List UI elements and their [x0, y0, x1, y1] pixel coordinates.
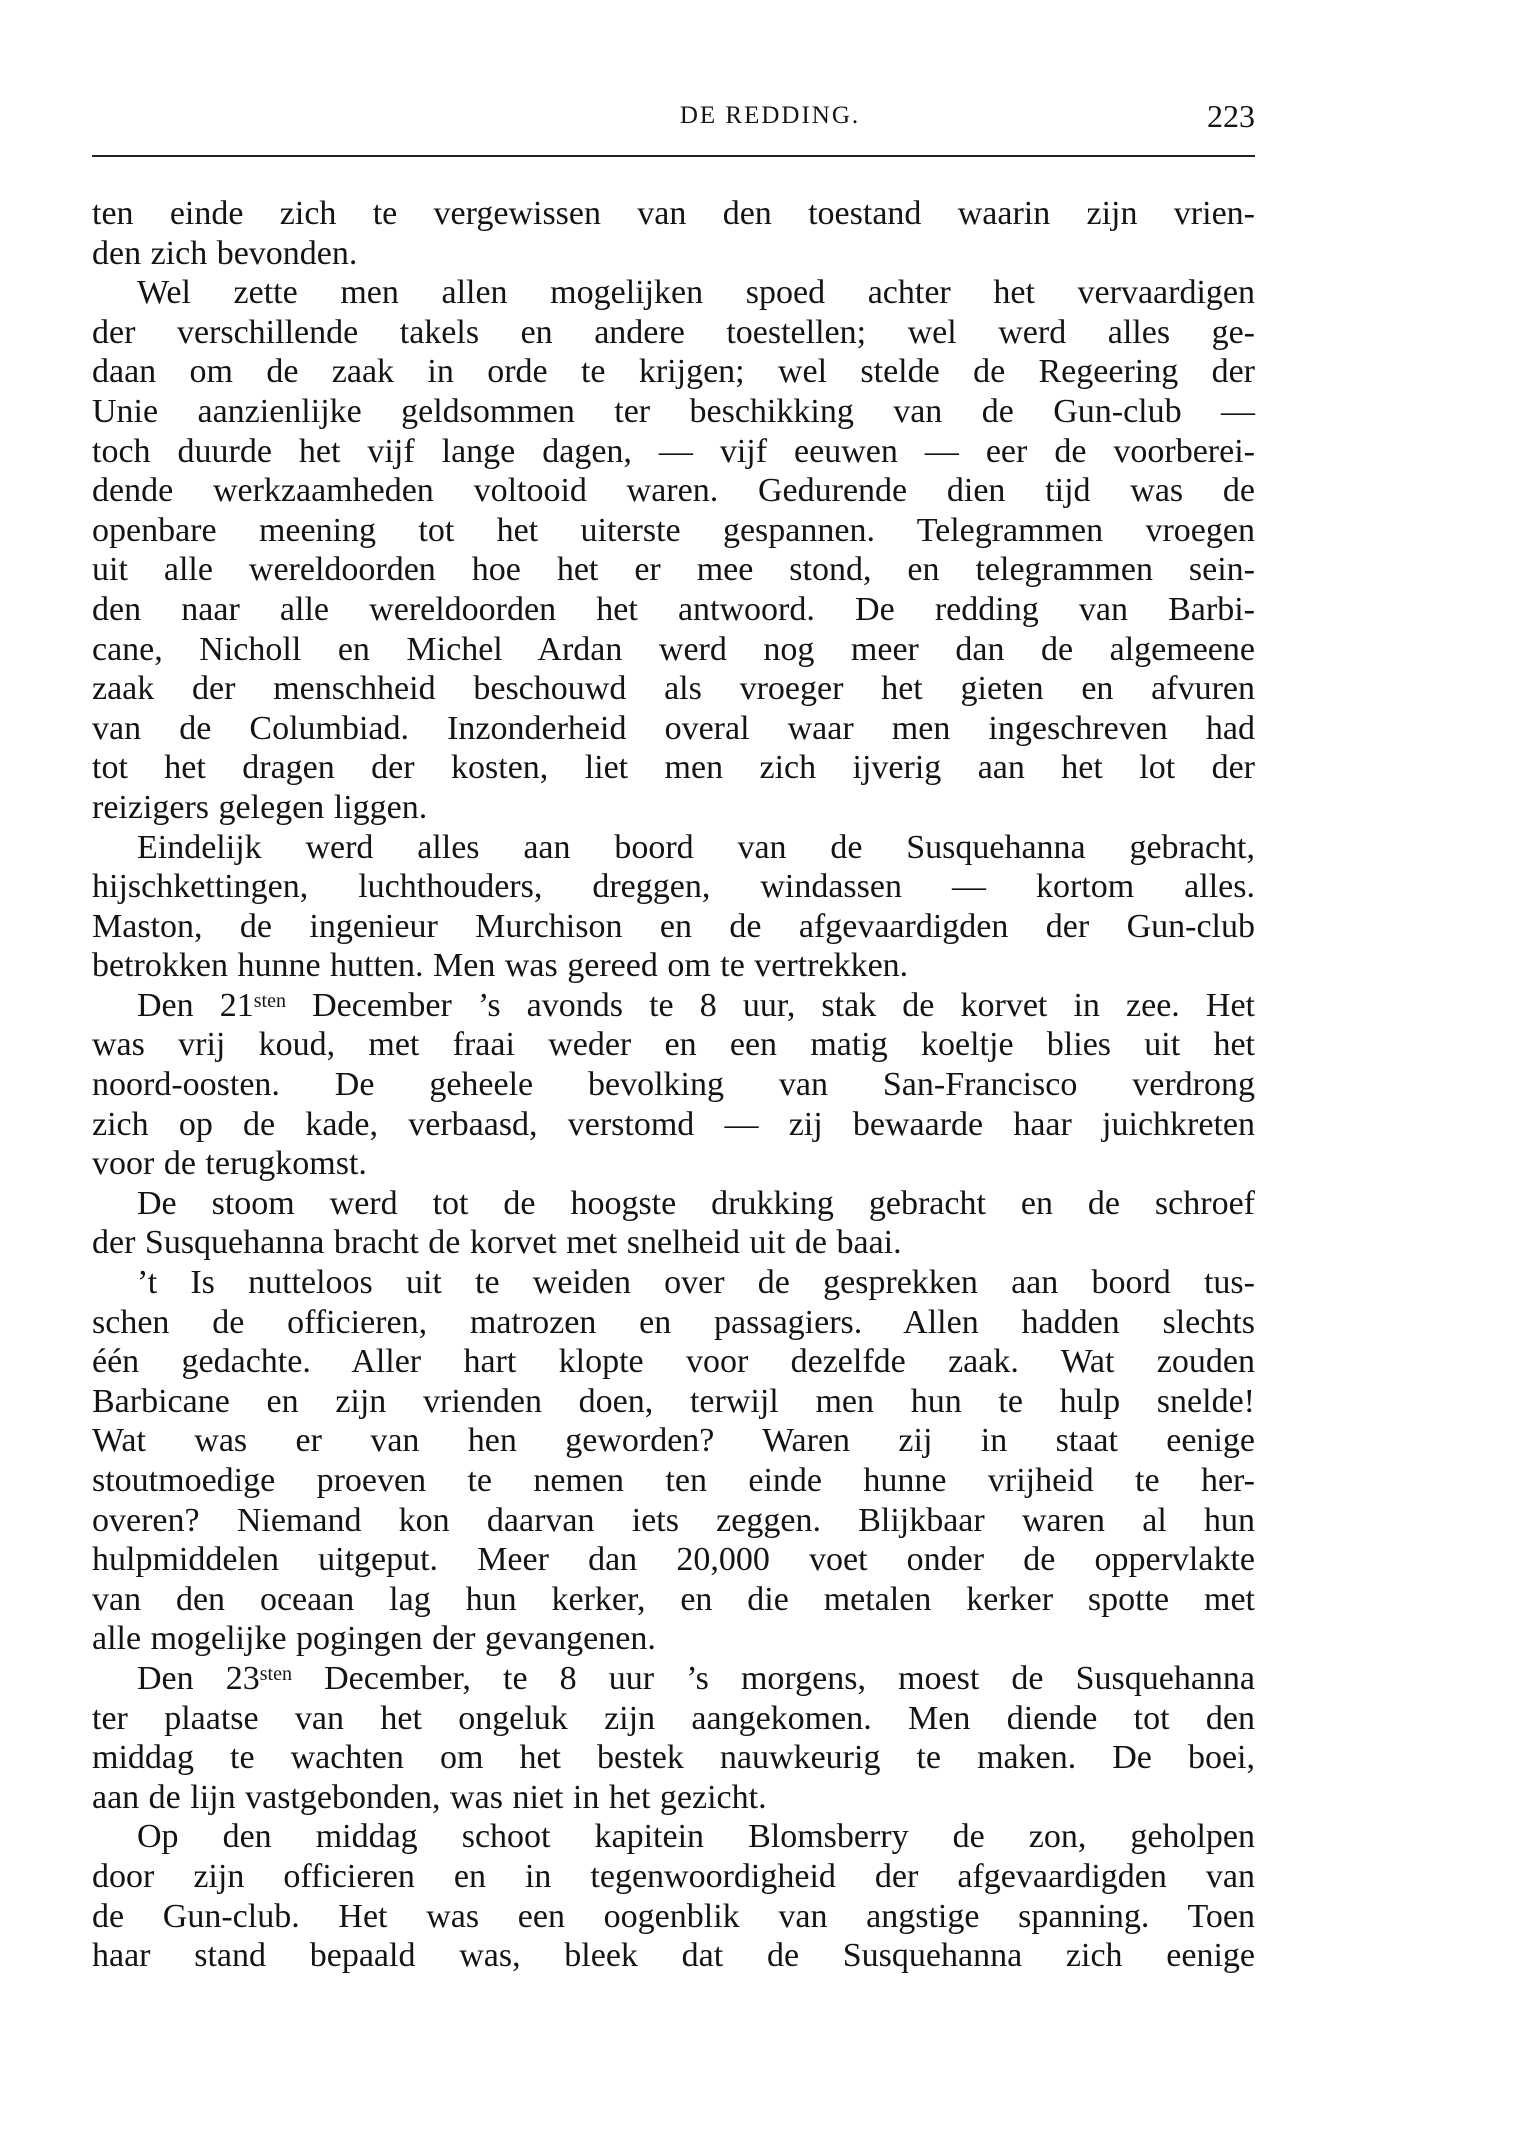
- text-line: betrokken hunne hutten. Men was gereed om te vertrekken.: [92, 947, 909, 985]
- text-line: was vrij koud, met fraai weder en een matig koeltje blies uit het: [92, 1026, 1255, 1064]
- text-line: Maston, de ingenieur Murchison en de afgevaardigden der Gun-club: [92, 907, 1255, 945]
- text-line: toch duurde het vijf lange dagen, — vijf eeuwen — eer de voorberei-: [92, 432, 1255, 470]
- text-line: haar stand bepaald was, bleek dat de Susquehanna zich eenige: [92, 1937, 1255, 1975]
- text-line: uit alle wereldoorden hoe het er mee stond, en telegrammen sein-: [92, 551, 1255, 589]
- text-line: Eindelijk werd alles aan boord van de Susquehanna gebracht,: [137, 828, 1255, 866]
- text-line: daan om de zaak in orde te krijgen; wel stelde de Regeering der: [92, 353, 1255, 391]
- text-line: Wat was er van hen geworden? Waren zij in staat eenige: [92, 1422, 1255, 1460]
- paragraph: [92, 194, 1255, 273]
- text-line: ten einde zich te vergewissen van den toestand waarin zijn vrien-: [92, 195, 1255, 232]
- text-line: reizigers gelegen liggen.: [92, 788, 428, 826]
- paragraph: [92, 986, 1255, 1184]
- text-line: ’t Is nutteloos uit te weiden over de gesprekken aan boord tus-: [137, 1264, 1255, 1302]
- text-line: aan de lijn vastgebonden, was niet in het gezicht.: [92, 1778, 767, 1816]
- header-rule: [92, 155, 1255, 157]
- superscript: sten: [259, 1662, 292, 1685]
- body-text: [92, 194, 1255, 1976]
- text-line: hijschkettingen, luchthouders, dreggen, windassen — kortom alles.: [92, 868, 1255, 906]
- text-line: door zijn officieren en in tegenwoordigheid der afgevaardigden van: [92, 1857, 1255, 1895]
- paragraph: [92, 1659, 1255, 1817]
- text-line: hulpmiddelen uitgeput. Meer dan 20,000 voet onder de oppervlakte: [92, 1541, 1255, 1579]
- text-line: zich op de kade, verbaasd, verstomd — zij bewaarde haar juichkreten: [92, 1105, 1255, 1143]
- paragraph: [92, 1184, 1255, 1263]
- text-line: De stoom werd tot de hoogste drukking gebracht en de schroef: [137, 1184, 1255, 1222]
- text-line: de Gun-club. Het was een oogenblik van angstige spanning. Toen: [92, 1897, 1255, 1935]
- paragraph: [92, 273, 1255, 827]
- text-line: Den $21^{sten}$ December ’s avonds te 8 uur, stak de korvet in zee. Het: [137, 986, 1255, 1024]
- superscript: sten: [253, 989, 286, 1012]
- text-line: der verschillende takels en andere toestellen; wel werd alles ge-: [92, 313, 1255, 351]
- text-line: één gedachte. Aller hart klopte voor dezelfde zaak. Wat zouden: [92, 1343, 1255, 1381]
- text-line: stoutmoedige proeven te nemen ten einde hunne vrijheid te her-: [92, 1462, 1255, 1499]
- text-line: Den $23^{sten}$ December, te 8 uur ’s morgens, moest de Susquehanna: [137, 1659, 1255, 1697]
- text-line: Wel zette men allen mogelijken spoed achter het vervaardigen: [137, 274, 1255, 312]
- text-line: openbare meening tot het uiterste gespannen. Telegrammen vroegen: [92, 511, 1255, 549]
- text-line: cane, Nicholl en Michel Ardan werd nog meer dan de algemeene: [92, 630, 1255, 668]
- page-number: 223: [1207, 98, 1255, 134]
- text-line: Op den middag schoot kapitein Blomsberry de zon, geholpen: [137, 1818, 1255, 1856]
- text-line: middag te wachten om het bestek nauwkeurig te maken. De boei,: [92, 1739, 1255, 1777]
- text-line: Unie aanzienlijke geldsommen ter beschikking van de Gun-club —: [92, 392, 1255, 430]
- paragraph: [92, 1817, 1255, 1975]
- text-line: noord-oosten. De geheele bevolking van San-Francisco verdrong: [92, 1066, 1255, 1104]
- text-line: voor de terugkomst.: [92, 1145, 367, 1183]
- text-line: ter plaatse van het ongeluk zijn aangekomen. Men diende tot den: [92, 1699, 1255, 1737]
- text-line: zaak der menschheid beschouwd als vroeger het gieten en afvuren: [92, 670, 1255, 708]
- text-line: schen de officieren, matrozen en passagiers. Allen hadden slechts: [92, 1303, 1255, 1341]
- text-line: overen? Niemand kon daarvan iets zeggen. Blijkbaar waren al hun: [92, 1501, 1255, 1539]
- text-line: alle mogelijke pogingen der gevangenen.: [92, 1620, 656, 1658]
- paragraph: [92, 1263, 1255, 1659]
- text-line: den naar alle wereldoorden het antwoord. De redding van Barbi-: [92, 590, 1255, 628]
- text-line: tot het dragen der kosten, liet men zich ijverig aan het lot der: [92, 749, 1255, 787]
- text-line: van de Columbiad. Inzonderheid overal waar men ingeschreven had: [92, 709, 1255, 747]
- text-line: dende werkzaamheden voltooid waren. Gedurende dien tijd was de: [92, 472, 1255, 510]
- text-line: der Susquehanna bracht de korvet met snelheid uit de baai.: [92, 1224, 902, 1262]
- text-line: Barbicane en zijn vrienden doen, terwijl men hun te hulp snelde!: [92, 1382, 1255, 1420]
- text-line: van den oceaan lag hun kerker, en die metalen kerker spotte met: [92, 1580, 1255, 1618]
- running-header-title: DE REDDING.: [679, 102, 861, 129]
- text-line: den zich bevonden.: [92, 234, 358, 272]
- paragraph: [92, 828, 1255, 986]
